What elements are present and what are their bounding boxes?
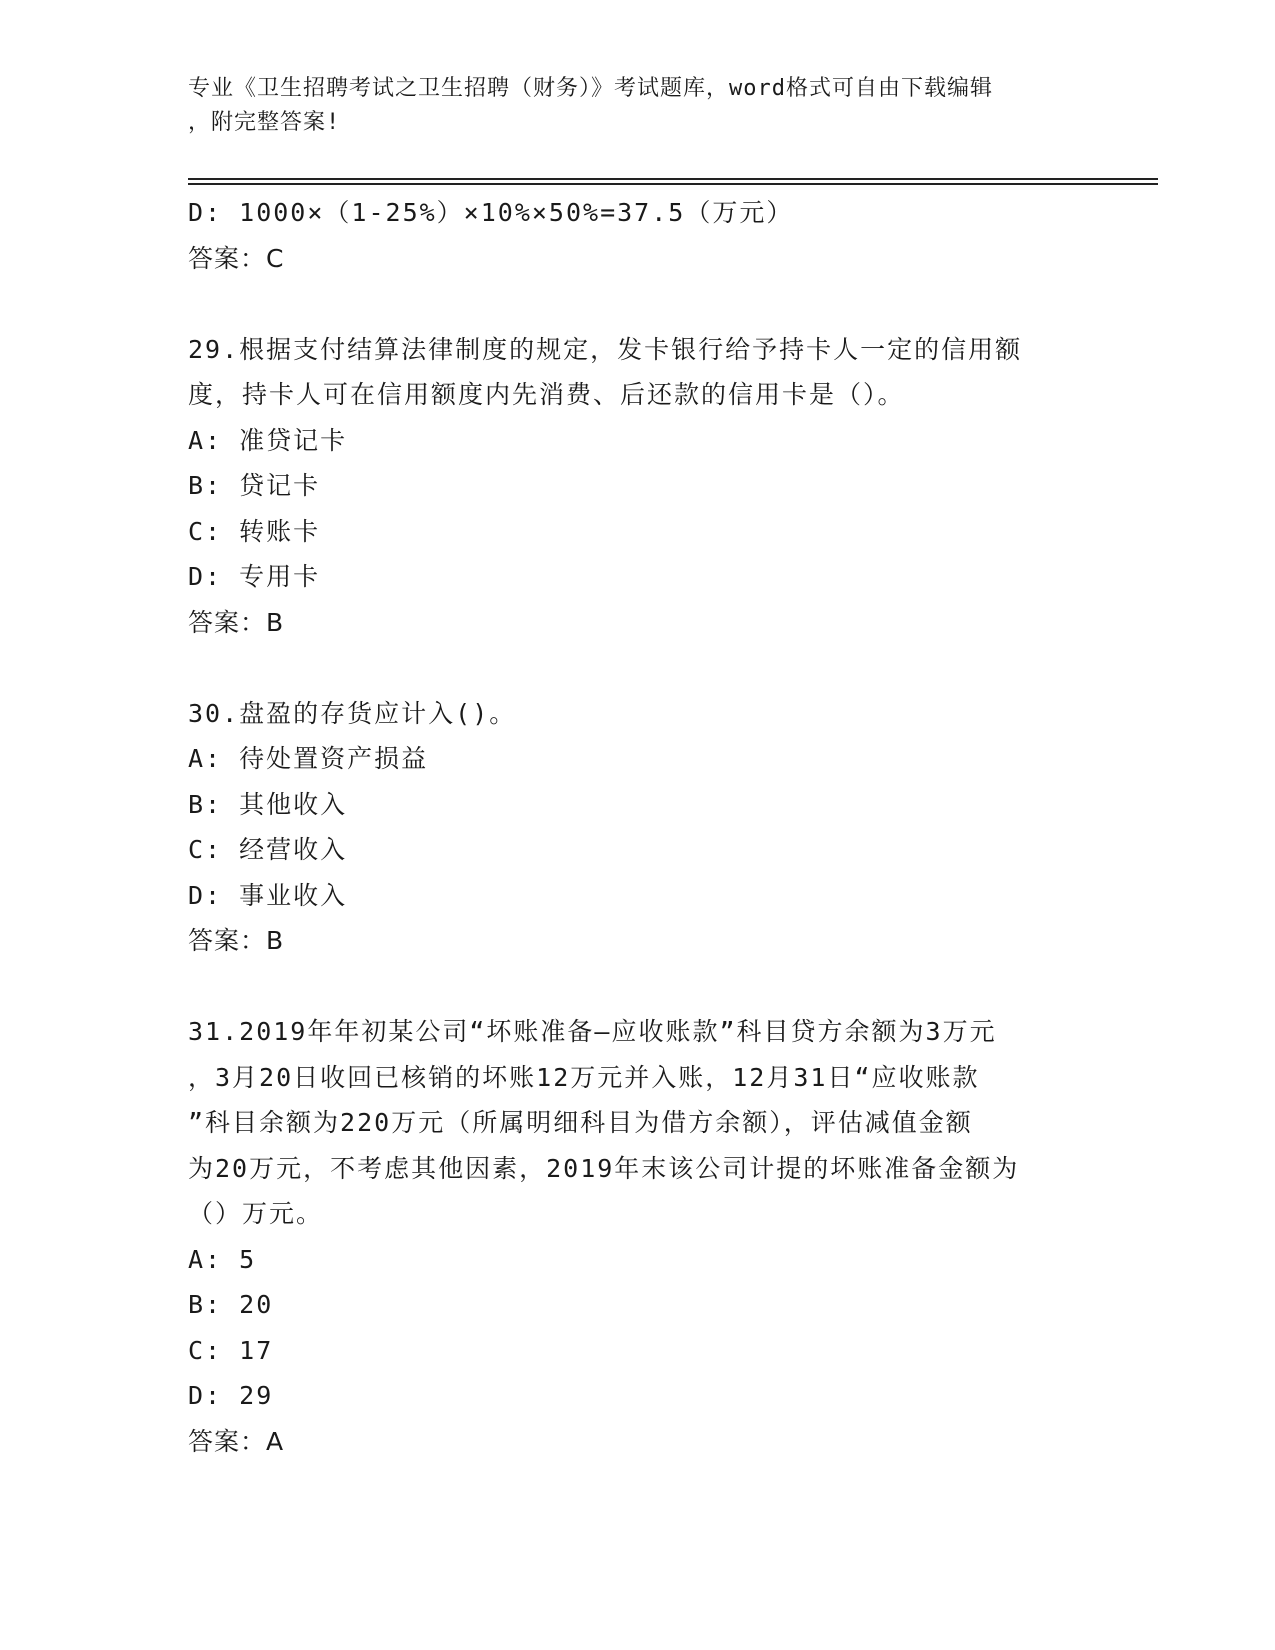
option-b: B: 贷记卡 — [188, 471, 321, 500]
question-text-line: 30.盘盈的存货应计入()。 — [188, 698, 517, 728]
option-d: D: 29 — [188, 1381, 274, 1410]
option-c: C: 转账卡 — [188, 516, 321, 546]
header-line-2: ，附完整答案! — [188, 110, 341, 135]
question-29 — [188, 327, 1088, 646]
answer-line: 答案：B — [188, 607, 285, 637]
option-a: A: 待处置资产损益 — [188, 744, 429, 773]
answer-line: 答案：C — [188, 243, 285, 273]
spacer — [188, 281, 1088, 327]
question-text-line: ”科目余额为220万元（所属明细科目为借方余额），评估减值金额 — [188, 1108, 973, 1137]
option-d: D: 专用卡 — [188, 562, 321, 591]
answer-line: 答案：B — [188, 926, 285, 955]
header-rule-bottom — [188, 183, 1158, 185]
option-b: B: 其他收入 — [188, 789, 348, 819]
question-31 — [188, 1009, 1088, 1464]
document-body — [188, 190, 1088, 1464]
option-d: D: 1000×（1-25%）×10%×50%=37.5（万元） — [188, 198, 794, 227]
option-b: B: 20 — [188, 1290, 274, 1319]
question-30 — [188, 691, 1088, 964]
answer-line: 答案：A — [188, 1426, 285, 1456]
document-header — [188, 72, 1088, 140]
header-line-1: 专业《卫生招聘考试之卫生招聘（财务）》考试题库，word格式可自由下载编辑 — [188, 76, 993, 101]
option-a: A: 5 — [188, 1244, 257, 1274]
previous-question-tail — [188, 190, 1088, 281]
question-text-line: 29.根据支付结算法律制度的规定，发卡银行给予持卡人一定的信用额 — [188, 334, 1023, 364]
option-c: C: 17 — [188, 1335, 274, 1365]
spacer — [188, 645, 1088, 691]
option-a: A: 准贷记卡 — [188, 425, 348, 455]
question-text-line: 31.2019年年初某公司“坏账准备—应收账款”科目贷方余额为3万元 — [188, 1017, 997, 1046]
header-rule-top — [188, 178, 1158, 180]
question-text-line: （）万元。 — [188, 1199, 324, 1228]
spacer — [188, 964, 1088, 1010]
question-text-line: 为20万元，不考虑其他因素，2019年末该公司计提的坏账准备金额为 — [188, 1153, 1020, 1183]
option-c: C: 经营收入 — [188, 835, 348, 864]
question-text-line: ，3月20日收回已核销的坏账12万元并入账，12月31日“应收账款 — [188, 1062, 980, 1092]
question-text-line: 度，持卡人可在信用额度内先消费、后还款的信用卡是（）。 — [188, 380, 905, 409]
option-d: D: 事业收入 — [188, 880, 348, 910]
